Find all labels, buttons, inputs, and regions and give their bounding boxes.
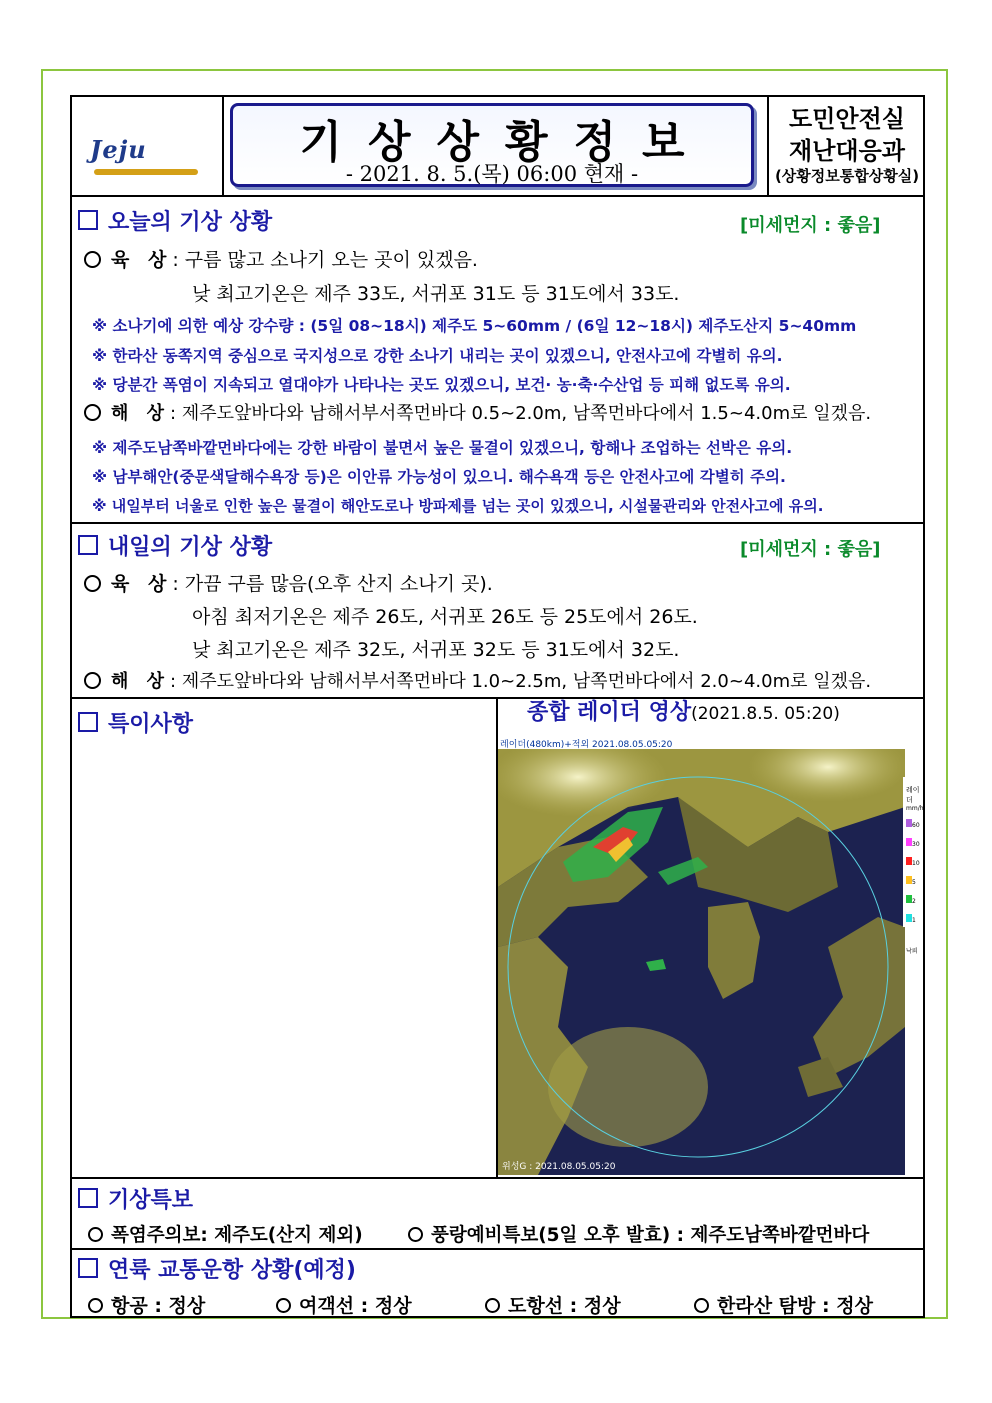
department-cell — [767, 97, 925, 195]
legend-title: 레이더 — [906, 786, 920, 804]
divider — [72, 1248, 923, 1250]
legend-value: 30 — [912, 841, 920, 848]
warning-item — [88, 1221, 363, 1247]
checkbox-icon — [78, 535, 98, 555]
legend-value: 5 — [912, 879, 916, 886]
jeju-logo: Jeju — [90, 135, 147, 164]
radar-caption-top: 레이더(480km)+적외 2021.08.05.05:20 — [500, 740, 673, 750]
checkbox-icon — [78, 1188, 98, 1208]
tomorrow-land-line2: 아침 최저기온은 제주 26도, 서귀포 26도 등 25도에서 26도. — [192, 606, 698, 628]
today-land-label: 육 상 — [111, 249, 173, 271]
circle-bullet-icon — [408, 1227, 423, 1242]
traffic-item-text: 도항선 : 정상 — [508, 1295, 621, 1317]
today-sea-note: ※ 제주도남쪽바깥먼바다에는 강한 바람이 불면서 높은 물결이 있겠으니, 항해나 조업하는 선박은 유의. — [92, 439, 793, 457]
radar-image — [498, 737, 905, 1175]
circle-bullet-icon — [84, 575, 101, 592]
tomorrow-section-title — [78, 530, 272, 561]
traffic-item — [694, 1291, 873, 1318]
today-land-text: : 구름 많고 소나기 오는 곳이 있겠음. — [172, 249, 478, 271]
circle-bullet-icon — [84, 404, 101, 421]
radar-caption-bottom: 위성G : 2021.08.05.05:20 — [502, 1162, 616, 1172]
legend-extra: 낙뢰 — [906, 948, 918, 955]
legend-value: 1 — [912, 917, 916, 924]
radar-legend — [906, 785, 924, 955]
logo-cell — [72, 97, 224, 195]
tomorrow-title-text: 내일의 기상 상황 — [108, 535, 273, 560]
today-title-text: 오늘의 기상 상황 — [108, 210, 273, 235]
warnings-section-title — [78, 1183, 193, 1214]
checkbox-icon — [78, 712, 98, 732]
legend-value: 60 — [912, 822, 920, 829]
traffic-item-text: 한라산 탐방 : 정상 — [717, 1295, 873, 1317]
divider — [72, 522, 923, 524]
tomorrow-sea-text: : 제주도앞바다와 남해서부서쪽먼바다 1.0~2.5m, 남쪽먼바다에서 2.0~4.0m로 일겠음. — [170, 671, 872, 692]
today-section-title — [78, 205, 272, 236]
page-title: 기상상황정보 — [299, 117, 711, 168]
today-sea-line — [84, 399, 871, 425]
today-land-line — [84, 245, 478, 272]
traffic-item-text: 여객선 : 정상 — [299, 1295, 412, 1317]
tomorrow-land-line3: 낮 최고기온은 제주 32도, 서귀포 32도 등 31도에서 32도. — [192, 639, 680, 661]
tomorrow-sea-line — [84, 667, 871, 693]
warning-item2-text: 풍랑예비특보(5일 오후 발효) : 제주도남쪽바깥먼바다 — [431, 1225, 870, 1246]
radar-title-text: 종합 레이더 영상 — [527, 700, 692, 725]
circle-bullet-icon — [84, 672, 101, 689]
special-title-text: 특이사항 — [108, 712, 194, 737]
divider — [72, 195, 923, 197]
warnings-title-text: 기상특보 — [108, 1188, 194, 1213]
tomorrow-dust-status: [미세먼지 : 좋음] — [740, 539, 881, 560]
today-sea-note: ※ 남부해안(중문색달해수욕장 등)은 이안류 가능성이 있으니. 해수욕객 등은 안전사고에 각별히 주의. — [92, 468, 786, 486]
tomorrow-land-line — [84, 569, 493, 596]
radar-map-graphic — [498, 737, 905, 1175]
tomorrow-land-label: 육 상 — [111, 573, 173, 595]
bulletin-document — [70, 95, 925, 1318]
traffic-item — [485, 1291, 621, 1318]
traffic-item-text: 항공 : 정상 — [111, 1295, 206, 1317]
today-note: ※ 소나기에 의한 예상 강수량 : (5일 08~18시) 제주도 5~60mm / (6일 12~18시) 제주도산지 5~40mm — [92, 317, 857, 335]
special-section-title — [78, 707, 193, 738]
warning-item — [408, 1221, 869, 1247]
circle-bullet-icon — [485, 1298, 500, 1313]
legend-unit: mm/h — [906, 805, 924, 812]
dept-line1: 도민안전실 — [789, 105, 905, 133]
title-box — [230, 103, 754, 187]
circle-bullet-icon — [84, 251, 101, 268]
traffic-item — [276, 1291, 412, 1318]
traffic-item — [88, 1291, 205, 1318]
dept-line3: (상황정보통합상황실) — [774, 167, 920, 185]
logo-swoosh-icon — [94, 169, 198, 175]
circle-bullet-icon — [694, 1298, 709, 1313]
today-sea-note: ※ 내일부터 너울로 인한 높은 물결이 해안도로나 방파제를 넘는 곳이 있겠으니, 시설물관리와 안전사고에 유의. — [92, 497, 824, 515]
today-sea-text: : 제주도앞바다와 남해서부서쪽먼바다 0.5~2.0m, 남쪽먼바다에서 1.5~4.0m로 일겠음. — [170, 403, 872, 424]
radar-time: (2021.8.5. 05:20) — [691, 704, 840, 724]
warning-item1-text: 폭염주의보: 제주도(산지 제외) — [111, 1225, 363, 1246]
divider — [72, 1177, 923, 1179]
today-note: ※ 한라산 동쪽지역 중심으로 국지성으로 강한 소나기 내리는 곳이 있겠으니, 안전사고에 각별히 유의. — [92, 347, 783, 365]
checkbox-icon — [78, 210, 98, 230]
today-land-line2: 낮 최고기온은 제주 33도, 서귀포 31도 등 31도에서 33도. — [192, 283, 680, 305]
page-subtitle: - 2021. 8. 5.(목) 06:00 현재 - — [345, 162, 639, 186]
traffic-title-text: 연륙 교통운항 상황(예정) — [108, 1258, 356, 1283]
today-dust-status: [미세먼지 : 좋음] — [740, 215, 881, 236]
today-note: ※ 당분간 폭염이 지속되고 열대야가 나타나는 곳도 있겠으니, 보건· 농·축·수산업 등 피해 없도록 유의. — [92, 376, 791, 394]
legend-value: 2 — [912, 898, 916, 905]
tomorrow-land-text: : 가끔 구름 많음(오후 산지 소나기 곳). — [172, 573, 493, 595]
legend-value: 10 — [912, 860, 920, 867]
dept-line2: 재난대응과 — [789, 137, 905, 165]
traffic-section-title — [78, 1253, 356, 1284]
circle-bullet-icon — [276, 1298, 291, 1313]
circle-bullet-icon — [88, 1227, 103, 1242]
checkbox-icon — [78, 1258, 98, 1278]
circle-bullet-icon — [88, 1298, 103, 1313]
tomorrow-sea-label: 해 상 — [111, 671, 171, 692]
radar-title — [527, 695, 840, 726]
today-sea-label: 해 상 — [111, 403, 171, 424]
